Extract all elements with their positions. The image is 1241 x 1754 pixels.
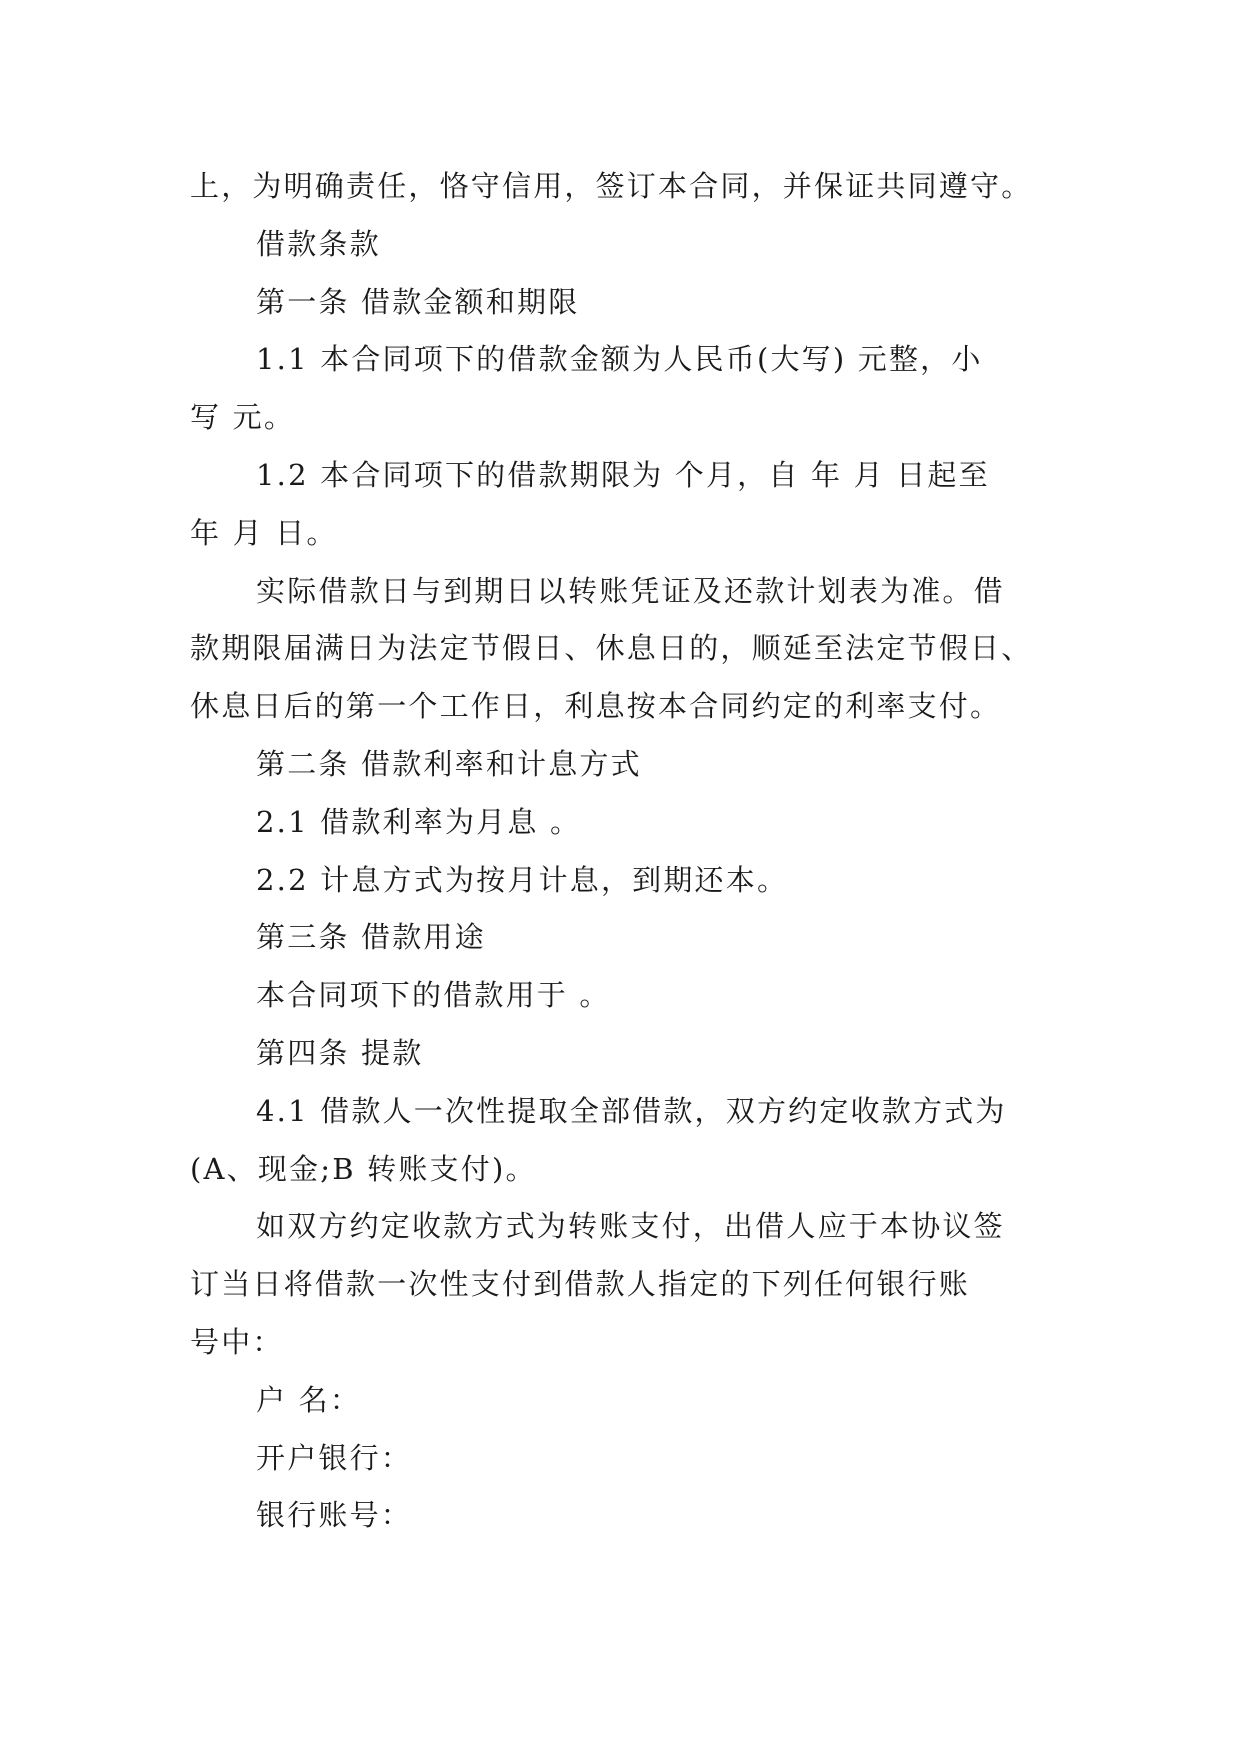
section-heading: 借款条款: [256, 226, 381, 261]
article-heading: 第四条 提款: [256, 1035, 424, 1070]
account-number-label: 银行账号：: [256, 1498, 413, 1533]
clause-line: 2.1 借款利率为月息 。: [256, 804, 582, 839]
clause-line: 2.2 计息方式为按月计息，到期还本。: [256, 862, 789, 897]
article-heading: 第一条 借款金额和期限: [256, 284, 580, 319]
clause-line: 4.1 借款人一次性提取全部借款，双方约定收款方式为: [256, 1093, 1007, 1128]
article-heading: 第二条 借款利率和计息方式: [256, 746, 642, 781]
account-name-label: 户 名：: [256, 1382, 362, 1417]
clause-line: 1.2 本合同项下的借款期限为 个月，自 年 月 日起至: [256, 457, 990, 492]
contract-body: [190, 158, 1060, 1545]
clause-line: 年 月 日。: [190, 515, 338, 550]
paragraph-line: 休息日后的第一个工作日，利息按本合同约定的利率支付。: [190, 689, 1002, 724]
paragraph-line: 上，为明确责任，恪守信用，签订本合同，并保证共同遵守。: [190, 169, 1033, 203]
paragraph-line: 订当日将借款一次性支付到借款人指定的下列任何银行账: [190, 1267, 971, 1302]
article-heading: 第三条 借款用途: [256, 920, 486, 955]
clause-line: 1.1 本合同项下的借款金额为人民币(大写) 元整，小: [256, 342, 983, 377]
clause-line: 写 元。: [190, 400, 296, 435]
paragraph-line: 实际借款日与到期日以转账凭证及还款计划表为准。借: [256, 573, 1005, 608]
paragraph-line: 款期限届满日为法定节假日、休息日的，顺延至法定节假日、: [190, 631, 1033, 666]
clause-line: (A、现金;B 转账支付)。: [190, 1151, 537, 1186]
paragraph-line: 如双方约定收款方式为转账支付，出借人应于本协议签: [256, 1209, 1005, 1244]
paragraph-line: 本合同项下的借款用于 。: [256, 978, 611, 1013]
paragraph-line: 号中：: [190, 1324, 284, 1359]
bank-name-label: 开户银行：: [256, 1440, 413, 1475]
